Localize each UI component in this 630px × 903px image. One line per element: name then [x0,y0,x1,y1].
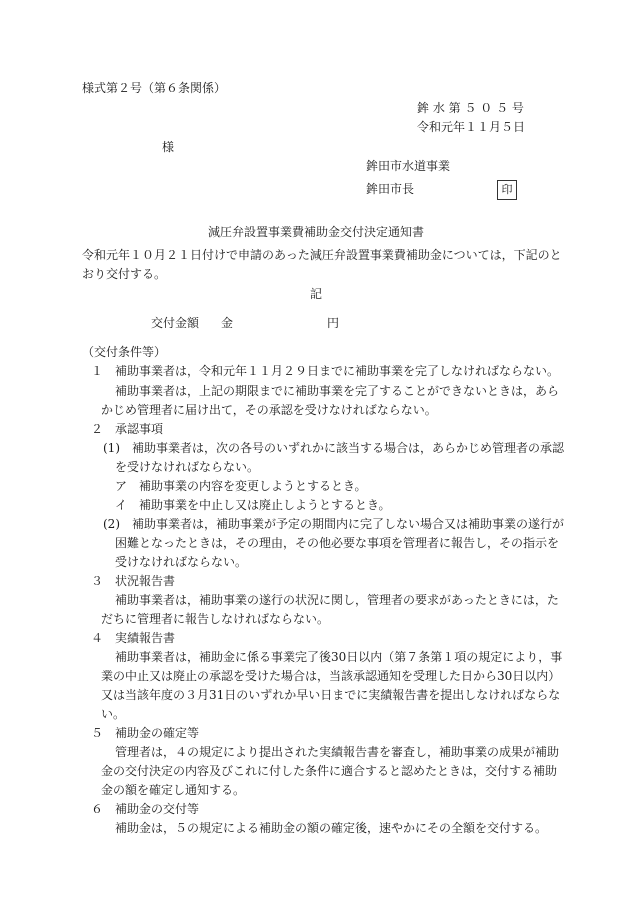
issuer-org: 鉾田市水道事業 [366,159,451,173]
section-2-item-2-line-3: 受けなければならない。 [115,555,248,569]
section-2-item-1-line-1: (1) 補助事業者は，次の各号のいずれかに該当する場合は，あらかじめ管理者の承認 [103,441,565,455]
addressee-honorific: 様 [162,140,175,154]
section-2-item-2-line-1: (2) 補助事業者は，補助事業が予定の期間内に完了しない場合又は補助事業の遂行が [103,517,565,531]
section-3-line-1: 補助事業者は，補助事業の遂行の状況に関し，管理者の要求があったときには，た [115,593,559,607]
section-5-line-1: 管理者は，４の規定により提出された実績報告書を審査し，補助事業の成果が補助 [115,745,560,759]
section-4-line-4: い。 [101,707,126,721]
section-1-line-2: 補助事業者は，上記の期限までに補助事業を完了することができないときは，あら [115,384,560,398]
document-title: 減圧弁設置事業費補助金交付決定通知書 [208,225,425,239]
section-2-heading: ２ 承認事項 [91,422,164,436]
section-2-item-1-line-2: を受けなければならない。 [115,460,260,474]
form-number: 様式第２号（第６条関係） [82,81,227,95]
section-6-heading: ６ 補助金の交付等 [91,802,200,816]
intro-line-1: 令和元年１０月２１日付けで申請のあった減圧弁設置事業費補助金については，下記のと [82,248,562,262]
intro-line-2: おり交付する。 [82,267,167,281]
section-5-line-3: 金の額を確定し通知する。 [101,783,246,797]
section-4-line-3: 又は当該年度の３月31日のいずれか早い日までに実績報告書を提出しなければならな [101,688,561,702]
doc-number: 鉾 水 第 ５ ０ ５ 号 [417,101,524,115]
section-4-line-1: 補助事業者は，補助金に係る事業完了後30日以内（第７条第１項の規定により，事 [115,650,563,664]
seal-box: 印 [497,180,517,200]
conditions-heading: （交付条件等） [82,345,167,359]
section-6-line-1: 補助金は，５の規定による補助金の額の確定後，速やかにその全額を交付する。 [115,821,548,835]
amount-label: 交付金額 [151,316,200,330]
section-2-subitem-a: ア 補助事業の内容を変更しようとするとき。 [115,479,367,493]
section-3-heading: ３ 状況報告書 [91,574,176,588]
section-1-line-1: １ 補助事業者は，令和元年１１月２９日までに補助事業を完了しなければならない。 [91,364,560,378]
ki-marker: 記 [310,287,323,301]
section-5-heading: ５ 補助金の確定等 [91,726,200,740]
section-4-heading: ４ 実績報告書 [91,631,176,645]
issuer-title: 鉾田市長 [366,182,415,196]
section-5-line-2: 金の交付決定の内容及びこれに付した条件に適合すると認めたときは，交付する補助 [101,764,558,778]
section-2-item-2-line-2: 困難となったときは，その理由，その他必要な事項を管理者に報告し，その指示を [115,536,560,550]
amount-unit: 円 [327,316,340,330]
section-1-line-3: かじめ管理者に届け出て，その承認を受けなければならない。 [101,403,437,417]
section-3-line-2: だちに管理者に報告しなければならない。 [101,612,330,626]
issue-date: 令和元年１１月５日 [417,120,526,134]
section-2-subitem-i: イ 補助事業を中止し又は廃止しようとするとき。 [115,498,391,512]
section-4-line-2: 業の中止又は廃止の承認を受けた場合は，当該承認通知を受理した日から30日以内） [101,669,561,683]
amount-prefix: 金 [221,316,234,330]
